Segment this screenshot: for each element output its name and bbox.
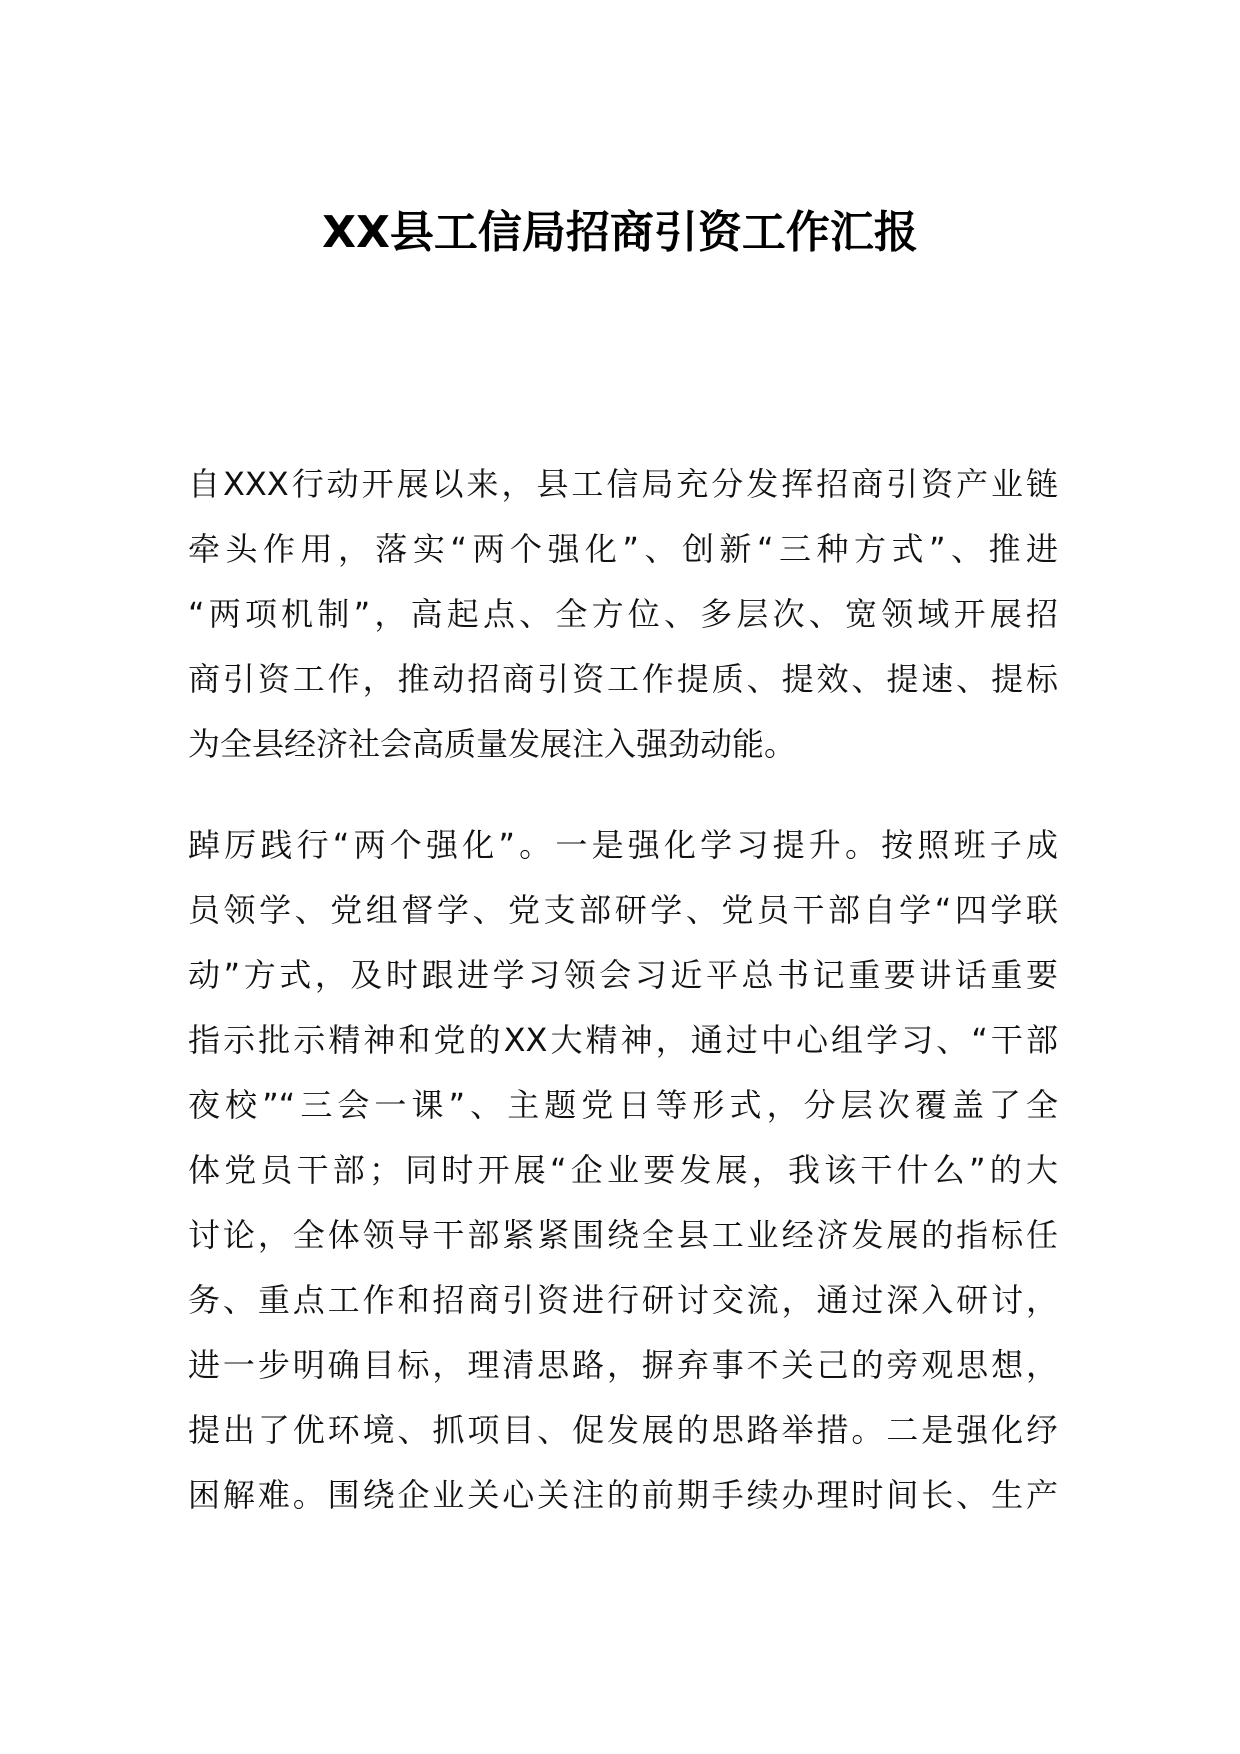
paragraph-line: “两项机制”，高起点、全方位、多层次、宽领域开展招: [188, 595, 1058, 633]
paragraph-line: 进一步明确目标，理清思路，摒弃事不关己的旁观思想，: [188, 1346, 1058, 1384]
paragraph-line: 体党员干部；同时开展“企业要发展，我该干什么”的大: [188, 1151, 1058, 1189]
paragraph-line: 商引资工作，推动招商引资工作提质、提效、提速、提标: [188, 660, 1058, 698]
paragraph-line: 自XXX行动开展以来，县工信局充分发挥招商引资产业链: [188, 465, 1058, 503]
paragraph-line: 务、重点工作和招商引资进行研讨交流，通过深入研讨，: [188, 1281, 1058, 1319]
paragraph-line: 踔厉践行“两个强化”。一是强化学习提升。按照班子成: [188, 826, 1058, 864]
paragraph-line: 困解难。围绕企业关心关注的前期手续办理时间长、生产: [188, 1476, 1058, 1514]
paragraph-line: 提出了优环境、抓项目、促发展的思路举措。二是强化纾: [188, 1411, 1058, 1449]
paragraph-line: 牵头作用，落实“两个强化”、创新“三种方式”、推进: [188, 530, 1058, 568]
paragraph-intro: [188, 452, 1058, 777]
paragraph-two-strengthenings: [188, 813, 1058, 1528]
paragraph-line: 动”方式，及时跟进学习领会习近平总书记重要讲话重要: [188, 956, 1058, 994]
paragraph-line: 指示批示精神和党的XX大精神，通过中心组学习、“干部: [188, 1021, 1058, 1059]
document-title: XX县工信局招商引资工作汇报: [322, 207, 918, 258]
paragraph-line: 员领学、党组督学、党支部研学、党员干部自学“四学联: [188, 891, 1058, 929]
paragraph-line: 讨论，全体领导干部紧紧围绕全县工业经济发展的指标任: [188, 1216, 1058, 1254]
paragraph-line: 夜校”“三会一课”、主题党日等形式，分层次覆盖了全: [188, 1086, 1058, 1124]
paragraph-line: 为全县经济社会高质量发展注入强劲动能。: [188, 725, 797, 763]
